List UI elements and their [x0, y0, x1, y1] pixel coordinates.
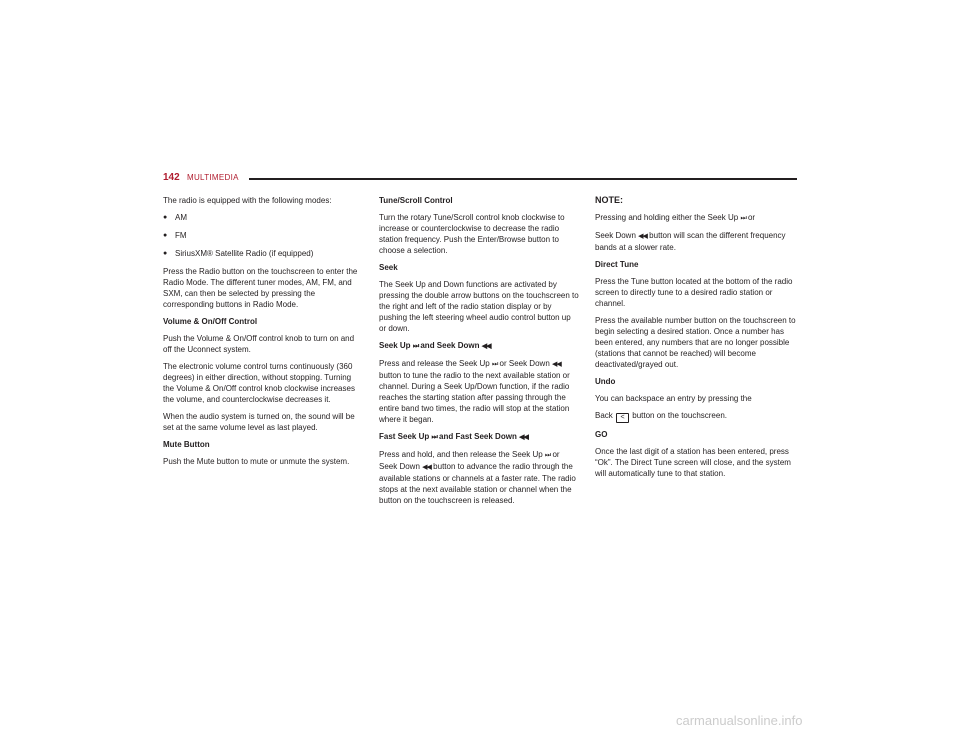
paragraph: Push the Volume & On/Off control knob to turn on and off the Uconnect system.: [163, 334, 355, 354]
paragraph: Press the Tune button located at the bottom of the radio screen to directly tune to a desired radio station or channel.: [595, 277, 793, 308]
seek-down-icon: ◀◀: [519, 434, 528, 441]
section-title: MULTIMEDIA: [187, 173, 239, 182]
paragraph: Push the Mute button to mute or unmute the system.: [163, 457, 350, 466]
watermark: carmanualsonline.info: [676, 713, 803, 728]
list-item: ● FM: [163, 230, 363, 241]
text-part: button to tune the radio to the next available station or channel. During a Seek Up/Down function, if the radio reaches the starting station after passing through the entire band two times, the radio will stop at the station where it began.: [379, 371, 570, 424]
text-part: Seek Down: [595, 231, 636, 240]
paragraph: [595, 230, 797, 253]
column-2: [379, 195, 579, 512]
text-part: or: [747, 213, 756, 222]
seek-down-icon: ◀◀: [552, 361, 561, 368]
heading-part: Seek Up: [379, 341, 411, 350]
backspace-icon: <: [616, 413, 629, 423]
list-item: ● SiriusXM® Satellite Radio (if equipped): [163, 248, 363, 259]
seek-down-icon: ◀◀: [422, 464, 431, 471]
text-part: Press and release the Seek Up: [379, 359, 490, 368]
header-rule: [249, 178, 797, 180]
text-part: button will scan the different frequency bands at a slower rate.: [595, 231, 786, 252]
text-part: button to advance the radio through the available stations or channels at a faster rate. The radio stops at the next available station or channel when the button on the touchscreen is released.: [379, 462, 576, 505]
heading-seek: Seek: [379, 263, 398, 272]
seek-up-icon: ⏭: [491, 361, 498, 368]
page-header: [163, 172, 797, 188]
paragraph: Turn the rotary Tune/Scroll control knob clockwise to increase or counterclockwise to decrease the radio station frequency. Push the Enter/Browse button to choose a selection.: [379, 213, 565, 255]
paragraph: [379, 449, 579, 506]
paragraph: Once the last digit of a station has been entered, press “Ok”. The Direct Tune screen will close, and the system will automatically tune to that station.: [595, 447, 791, 478]
text-part: Back: [595, 411, 613, 420]
heading-volume: Volume & On/Off Control: [163, 317, 258, 326]
seek-down-icon: ◀◀: [481, 343, 491, 350]
heading-mute: Mute Button: [163, 440, 210, 449]
intro-text: The radio is equipped with the following modes:: [163, 196, 332, 205]
list-item: ● AM: [163, 212, 363, 223]
heading-fast-seek: [379, 431, 579, 443]
heading-tune-scroll: Tune/Scroll Control: [379, 196, 453, 205]
paragraph: When the audio system is turned on, the sound will be set at the same volume level as last played.: [163, 412, 355, 432]
text-part: or Seek Down: [379, 450, 560, 471]
heading-go: GO: [595, 430, 608, 439]
text-part: Pressing and holding either the Seek Up: [595, 213, 739, 222]
seek-up-icon: ⏭: [412, 343, 419, 350]
paragraph: The Seek Up and Down functions are activated by pressing the double arrow buttons on the touchscreen to the right and left of the radio station display or by pushing the left steering wheel audio control button up or down.: [379, 280, 579, 333]
column-3: [595, 195, 797, 485]
paragraph: [595, 212, 797, 224]
column-1: [163, 195, 363, 473]
paragraph: Press the available number button on the touchscreen to begin selecting a desired station. Once a number has been entered, any numbers that are no longer possible (stations that cannot be reached) will become deactivated/grayed out.: [595, 316, 796, 369]
paragraph: [379, 358, 579, 425]
text-part: or Seek Down: [499, 359, 550, 368]
modes-list: [163, 212, 363, 259]
text-part: Press and hold, and then release the Seek Up: [379, 450, 543, 459]
heading-direct-tune: Direct Tune: [595, 260, 639, 269]
paragraph: You can backspace an entry by pressing the: [595, 394, 752, 403]
heading-part: Fast Seek Up: [379, 432, 430, 441]
note-label: NOTE:: [595, 195, 623, 205]
heading-seek-up-down: [379, 340, 579, 352]
paragraph: [595, 410, 797, 423]
seek-down-icon: ◀◀: [638, 233, 647, 240]
heading-part: and Seek Down: [420, 341, 480, 350]
heading-part: and Fast Seek Down: [439, 432, 517, 441]
paragraph: The electronic volume control turns continuously (360 degrees) in either direction, without stopping. Turning the Volume & On/Off control knob clockwise increases the volume, and counterclockwise decreases it.: [163, 362, 355, 404]
heading-undo: Undo: [595, 377, 616, 386]
text-part: button on the touchscreen.: [632, 411, 727, 420]
seek-up-icon: ⏭: [544, 452, 551, 459]
paragraph: Press the Radio button on the touchscreen to enter the Radio Mode. The different tuner modes, AM, FM, and SXM, can then be selected by pressing the corresponding buttons in Radio Mode.: [163, 267, 358, 309]
seek-up-icon: ⏭: [740, 215, 746, 222]
page-number: 142: [163, 172, 180, 183]
seek-up-icon: ⏭: [431, 434, 437, 441]
